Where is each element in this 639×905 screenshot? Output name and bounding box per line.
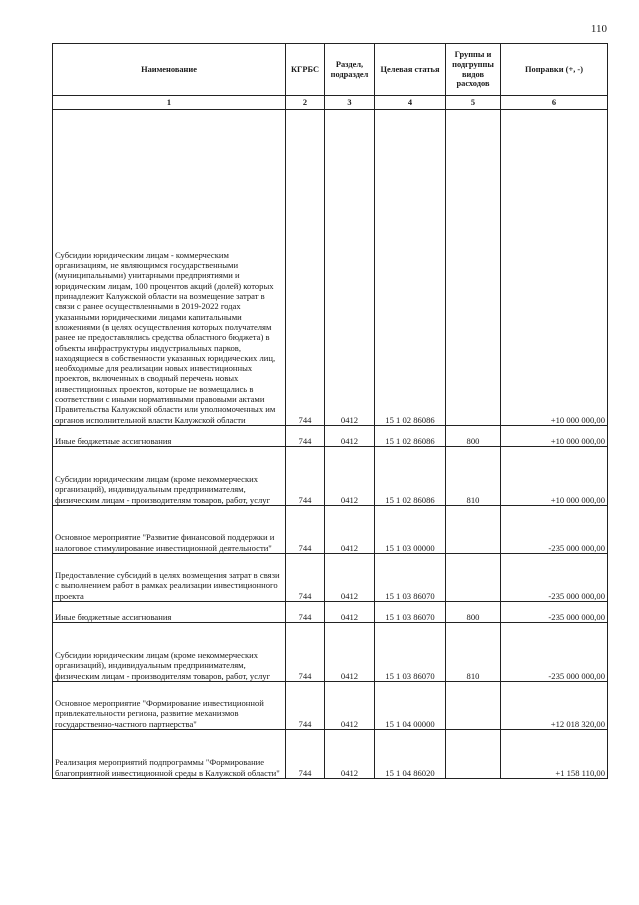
row-kgrbs: 744 [286,730,325,779]
row-name: Предоставление субсидий в целях возмещения затрат в связи с выполнением работ в рамках реализации инвестиционного проекта [53,554,286,602]
row-amount: -235 000 000,00 [501,623,608,682]
table-row [53,554,608,602]
row-kgrbs: 744 [286,426,325,447]
table-row [53,623,608,682]
column-number: 6 [501,96,608,110]
row-kgrbs: 744 [286,506,325,554]
row-name: Иные бюджетные ассигнования [53,602,286,623]
row-target: 15 1 04 86020 [375,730,446,779]
row-target: 15 1 03 86070 [375,554,446,602]
row-name: Иные бюджетные ассигнования [53,426,286,447]
table-row [53,730,608,779]
column-number: 2 [286,96,325,110]
row-target: 15 1 03 00000 [375,506,446,554]
header-section: Раздел, подраздел [325,44,375,96]
header-name: Наименование [53,44,286,96]
row-target: 15 1 02 86086 [375,110,446,426]
row-section: 0412 [325,554,375,602]
row-amount: -235 000 000,00 [501,554,608,602]
row-group [446,110,501,426]
header-kgrbs: КГРБС [286,44,325,96]
row-name: Субсидии юридическим лицам (кроме некоммерческих организаций), индивидуальным предпринимателям, физическим лицам - производителям товаров, работ, услуг [53,447,286,506]
row-amount: +10 000 000,00 [501,447,608,506]
column-number: 1 [53,96,286,110]
row-target: 15 1 03 86070 [375,602,446,623]
row-amount: +12 018 320,00 [501,682,608,730]
row-section: 0412 [325,682,375,730]
row-name: Основное мероприятие "Формирование инвестиционной привлекательности региона, развитие механизмов государственно-частного партнерства" [53,682,286,730]
row-kgrbs: 744 [286,623,325,682]
row-section: 0412 [325,110,375,426]
table-row [53,506,608,554]
row-group [446,682,501,730]
row-kgrbs: 744 [286,554,325,602]
header-groups: Группы и подгруппы видов расходов [446,44,501,96]
row-amount: +10 000 000,00 [501,426,608,447]
row-kgrbs: 744 [286,447,325,506]
table-row [53,447,608,506]
row-group: 800 [446,602,501,623]
table-row [53,110,608,426]
row-group: 800 [446,426,501,447]
row-amount: -235 000 000,00 [501,506,608,554]
column-number: 3 [325,96,375,110]
column-number: 5 [446,96,501,110]
page-number: 110 [590,23,607,35]
row-amount: +1 158 110,00 [501,730,608,779]
row-group [446,730,501,779]
header-amendments: Поправки (+, -) [501,44,608,96]
row-group: 810 [446,623,501,682]
header-target: Целевая статья [375,44,446,96]
budget-amendments-table [52,43,608,779]
table-header-row [53,44,608,96]
column-number-row [53,96,608,110]
row-target: 15 1 04 00000 [375,682,446,730]
row-section: 0412 [325,602,375,623]
row-target: 15 1 03 86070 [375,623,446,682]
row-section: 0412 [325,623,375,682]
row-section: 0412 [325,426,375,447]
row-section: 0412 [325,447,375,506]
table-row [53,682,608,730]
row-amount: +10 000 000,00 [501,110,608,426]
row-target: 15 1 02 86086 [375,447,446,506]
row-kgrbs: 744 [286,602,325,623]
row-name: Субсидии юридическим лицам (кроме некоммерческих организаций), индивидуальным предпринимателям, физическим лицам - производителям товаров, работ, услуг [53,623,286,682]
row-section: 0412 [325,730,375,779]
row-name: Субсидии юридическим лицам - коммерческим организациям, не являющимся государственными (муниципальными) унитарными предприятиями и юридическим лицам, 100 процентов акций (долей) которых принадлежит Калужской области на возмещение затрат в связи с ранее осуществленными в 2019-2022 годах указанными юридическими лицами капитальными вложениями (в целях осуществления которых получателям ранее не предоставлялись средства областного бюджета) в объекты инфраструктуры индустриальных парков, находящиеся в собственности указанных юридических лиц, необходимые для реализации новых инвестиционных проектов, включенных в сводный перечень новых инвестиционных проектов, которые не возмещались в соответствии с иными нормативными правовыми актами Правительства Калужской области или уполномоченных им органов исполнительной власти Калужской области [53,110,286,426]
row-name: Основное мероприятие "Развитие финансовой поддержки и налоговое стимулирование инвестиционной деятельности" [53,506,286,554]
row-target: 15 1 02 86086 [375,426,446,447]
column-number: 4 [375,96,446,110]
table-row [53,426,608,447]
row-group [446,506,501,554]
row-group: 810 [446,447,501,506]
table-row [53,602,608,623]
row-group [446,554,501,602]
row-kgrbs: 744 [286,682,325,730]
row-kgrbs: 744 [286,110,325,426]
row-section: 0412 [325,506,375,554]
row-name: Реализация мероприятий подпрограммы "Формирование благоприятной инвестиционной среды в Калужской области" [53,730,286,779]
row-amount: -235 000 000,00 [501,602,608,623]
